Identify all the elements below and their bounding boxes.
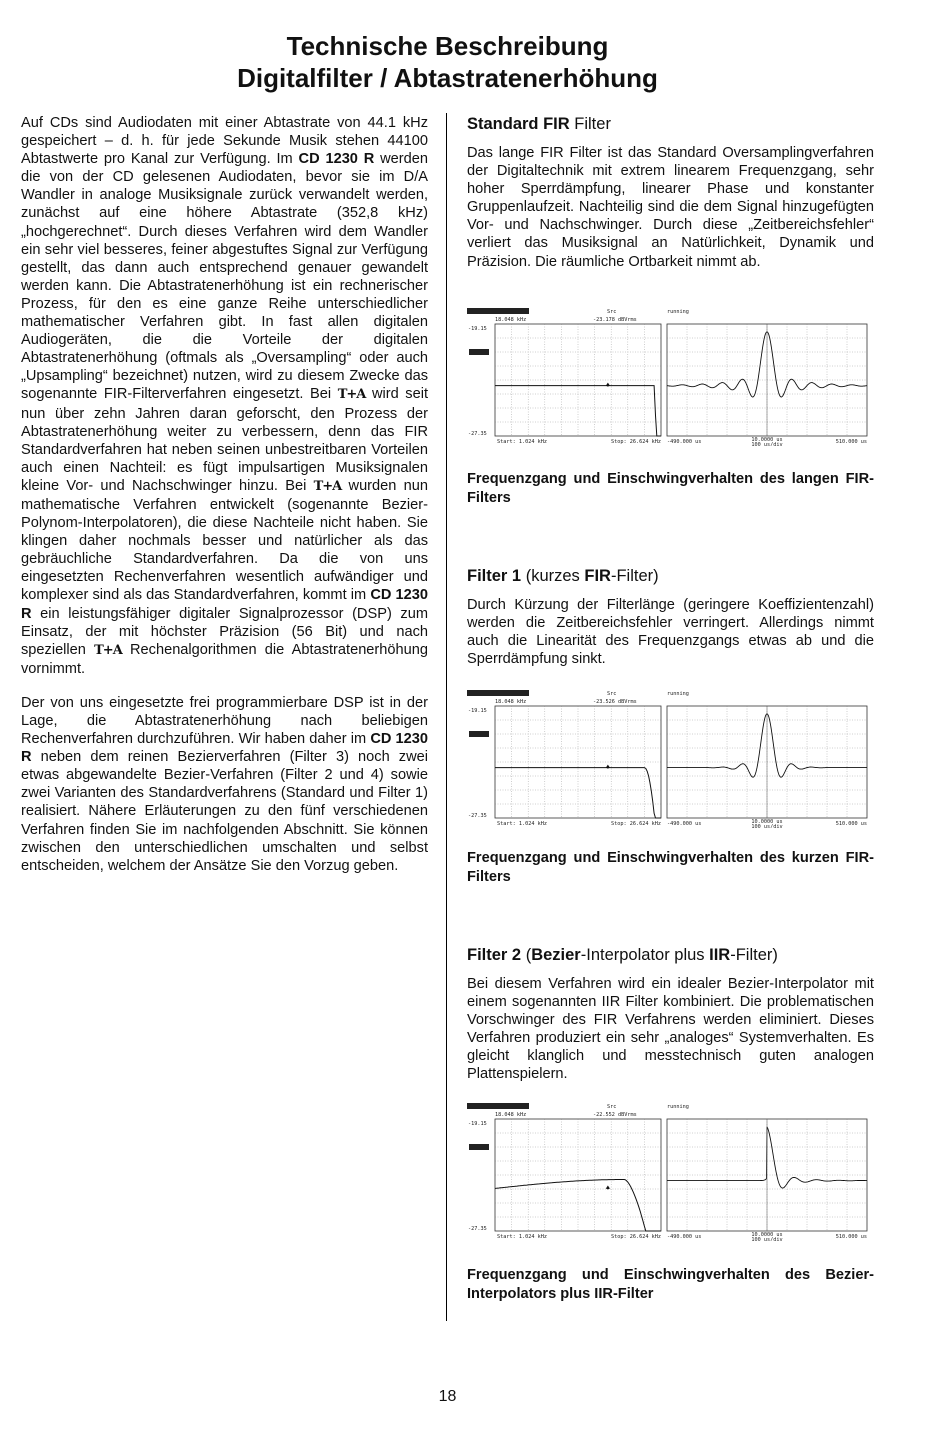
text-run: Filter — [569, 115, 611, 133]
display-label-bar — [467, 1103, 529, 1109]
start-freq-label: Start: 1.024 kHz — [497, 821, 547, 827]
text-run: wird seit nun über zehn Jahren daran geforscht, den Prozess der Abtastratenerhöhung weiter zu verbessern, denn das FIR Standardverfahren hat neben seinen unbestreitbaren Vorteilen auch einen Nachteil: es fügt impulsartigen Musiksignalen kleine Vor- und Nachschwinger hinzu. Bei — [21, 386, 428, 494]
display-label-bar — [467, 690, 529, 696]
y-top-label: -19.15 — [468, 1121, 487, 1127]
source-label: Src — [607, 1104, 617, 1110]
text-run: wurden nun mathematische Verfahren entwickelt (sogenannte Bezier-Polynom-Interpolatoren), die diese Nachteile nicht haben. Sie klingen daher nochmals besser und natürlicher als das gebräuchliche Standardverfahren. Da die von uns eingesetzten Rechenverfahren wesentlich aufwändiger und komplexer sind als das Standardverfahren, kommt im — [21, 477, 428, 604]
text-run: -Filter) — [610, 567, 659, 585]
dsp-paragraph — [21, 694, 428, 875]
title-line-2: Digitalfilter / Abtastratenerhöhung — [237, 63, 658, 93]
start-freq-label: Start: 1.024 kHz — [497, 439, 547, 445]
marker-readout: 18.048 kHz — [495, 699, 527, 705]
text-run: Der von uns eingesetzte frei programmierbare DSP ist in der Lage, die Abtastratenerhöhung nach beliebigen Rechenverfahren durchzuführen. Wir haben daher im — [21, 694, 428, 748]
text-run: ( — [521, 946, 532, 964]
time-end-label: 510.000 us — [835, 821, 867, 827]
bold-text: Filter 1 — [467, 567, 522, 585]
text-run: ein leistungsfähiger digitaler Signalprozessor (DSP) zum Einsatz, der mit höchster Präzision (56 Bit) und nach speziellen — [21, 605, 428, 658]
y-bottom-label: -27.35 — [468, 1226, 487, 1232]
section-heading — [467, 566, 874, 586]
bold-text: IIR — [709, 946, 731, 964]
bold-text: CD 1230 R — [298, 151, 375, 168]
measurement-plot — [467, 1101, 874, 1241]
source-label: Src — [607, 309, 617, 315]
level-readout: -23.526 dBVrms — [593, 699, 637, 705]
start-freq-label: Start: 1.024 kHz — [497, 1234, 547, 1240]
level-readout: -23.178 dBVrms — [593, 317, 637, 323]
figure-filter-2 — [467, 1101, 874, 1241]
stop-freq-label: Stop: 26.624 kHz — [611, 821, 661, 827]
brand-logo: T+A — [337, 387, 366, 403]
time-div-label: 100 us/div — [751, 824, 783, 828]
measurement-plot — [467, 688, 874, 828]
left-column — [21, 114, 428, 891]
time-end-label: 510.000 us — [835, 1234, 867, 1240]
text-run: werden die von der CD gelesenen Audiodaten, bevor sie im D/A Wandler in analoge Musiksignale zurück verwandelt werden, zunächst auf eine höhere Abtastrate (352,8 kHz) „hochgerechnet“. Durch dieses Verfahren wird dem Wandler ein sehr viel besseres, feiner abgestuftes Signal zur Verfügung gestellt, das dann auch entsprechend genauer gewandelt werden kann. Die Abtastratenerhöhung ist ein rechnerischer Prozess, für den es eine ganze Reihe unterschiedlicher mathematischer Verfahren gibt. In fast allen digitalen Audiogeräten, die die Vorteile der digitalen Abtastratenerhöhung (oftmals als „Oversampling“ oder auch „Upsampling“ bezeichnet) nutzen, wird zu diesem Zwecke das sogenannte FIR-Filterverfahren eingesetzt. Bei — [21, 151, 428, 403]
mode-label: running — [667, 691, 689, 697]
display-label-bar — [467, 308, 529, 314]
time-start-label: -490.000 us — [667, 1234, 702, 1240]
title-line-1: Technische Beschreibung — [286, 31, 609, 61]
figure-caption: Frequenzgang und Einschwingverhalten des langen FIR-Filters — [467, 471, 874, 506]
bold-text: Bezier — [531, 946, 581, 964]
time-center-label: 10.0000 us — [751, 819, 783, 825]
y-bottom-label: -27.35 — [468, 813, 487, 819]
intro-paragraph — [21, 114, 428, 678]
time-div-label: 100 us/div — [751, 442, 783, 446]
frequency-response-trace — [495, 768, 661, 818]
brand-logo: T+A — [94, 642, 122, 658]
marker-readout: 18.048 kHz — [495, 1112, 527, 1118]
time-start-label: -490.000 us — [667, 439, 702, 445]
time-div-label: 100 us/div — [751, 1237, 783, 1241]
text-run: -Filter) — [730, 946, 778, 964]
bold-text: Filter 2 — [467, 946, 522, 964]
section-heading — [467, 945, 874, 965]
mode-label: running — [667, 1104, 689, 1110]
range-label-bar — [469, 731, 489, 737]
range-label-bar — [469, 1144, 489, 1150]
source-label: Src — [607, 691, 617, 697]
mode-label: running — [667, 309, 689, 315]
figure-caption: Frequenzgang und Einschwingverhalten des kurzen FIR-Filters — [467, 850, 874, 885]
section-heading — [467, 114, 874, 134]
page-number: 18 — [438, 1388, 457, 1405]
time-start-label: -490.000 us — [667, 821, 702, 827]
section-body: Bei diesem Verfahren wird ein idealer Bezier-Interpolator mit einem sogenannten IIR Filter kombiniert. Die problematischen Vorschwinger des FIR Verfahrens werden eliminiert. Dieses Verfahren produziert ein sehr „analoges“ Systemverhalten. Es gleicht klanglich und messtechnisch guten analogen Plattenspielern. — [467, 976, 874, 1083]
page-title — [0, 30, 895, 94]
stop-freq-label: Stop: 26.624 kHz — [611, 439, 661, 445]
y-bottom-label: -27.35 — [468, 431, 487, 437]
figure-caption: Frequenzgang und Einschwingverhalten des Bezier-Interpolators plus IIR-Filter — [467, 1267, 874, 1302]
bold-text: CD 1230 R — [21, 587, 428, 622]
frequency-response-trace — [495, 386, 661, 436]
text-run: neben dem reinen Bezierverfahren (Filter 3) noch zwei etwas abgewandelte Bezier-Verfahren (Filter 2 und 4) sowie zwei Varianten des Standardverfahrens (Standard und Filter 1) realisiert. Nähere Erläuterungen zu den fünf verschiedenen Verfahren finden Sie im nachfolgenden Abschnitt. Sie können zwischen den unterschiedlichen umschalten und selbst entscheiden, welchem der Ansätze Sie den Vorzug geben. — [21, 749, 428, 874]
bold-text: CD 1230 R — [21, 731, 428, 766]
bold-text: Standard FIR — [467, 115, 570, 133]
range-label-bar — [469, 349, 489, 355]
marker-symbol — [606, 1185, 610, 1189]
section-body: Das lange FIR Filter ist das Standard Oversamplingverfahren der Digitaltechnik mit extrem linearem Frequenzgang, sehr hoher Sperrdämpfung, linearer Phase und konstanter Gruppenlaufzeit. Nachteilig sind die dem Signal hinzugefügten Vor- und Nachschwinger. Durch diese „Zeitbereichsfehler“ verliert das Musiksignal an Natürlichkeit, Dynamik und Präzision. Die räumliche Ortbarkeit nimmt ab. — [467, 145, 874, 270]
measurement-plot — [467, 306, 874, 446]
section-filter-1 — [467, 566, 874, 668]
brand-logo: T+A — [313, 478, 342, 494]
stop-freq-label: Stop: 26.624 kHz — [611, 1234, 661, 1240]
time-center-label: 10.0000 us — [751, 437, 783, 443]
text-run: Auf CDs sind Audiodaten mit einer Abtastrate von 44.1 kHz gespeichert – d. h. für jede Sekunde Musik stehen 44100 Abtastwerte pro Kanal zur Verfügung. Im — [21, 115, 428, 168]
text-run: -Interpolator plus — [580, 946, 710, 964]
time-end-label: 510.000 us — [835, 439, 867, 445]
figure-filter-1 — [467, 688, 874, 828]
bold-text: FIR — [584, 567, 611, 585]
y-top-label: -19.15 — [468, 708, 487, 714]
y-top-label: -19.15 — [468, 326, 487, 332]
text-run: (kurzes — [521, 567, 585, 585]
section-standard-fir — [467, 114, 874, 271]
section-filter-2 — [467, 945, 874, 1084]
level-readout: -22.552 dBVrms — [593, 1112, 637, 1118]
marker-readout: 18.048 kHz — [495, 317, 527, 323]
time-center-label: 10.0000 us — [751, 1232, 783, 1238]
column-divider — [446, 113, 447, 1321]
figure-standard-fir — [467, 306, 874, 446]
text-run: Rechenalgorithmen die Abtastratenerhöhung vornimmt. — [21, 641, 428, 677]
section-body: Durch Kürzung der Filterlänge (geringere Koeffizientenzahl) werden die Zeitbereichsfehler verringert. Allerdings nimmt auch die Linearität des Frequenzgangs etwas ab und die Sperrdämpfung sinkt. — [467, 597, 874, 668]
